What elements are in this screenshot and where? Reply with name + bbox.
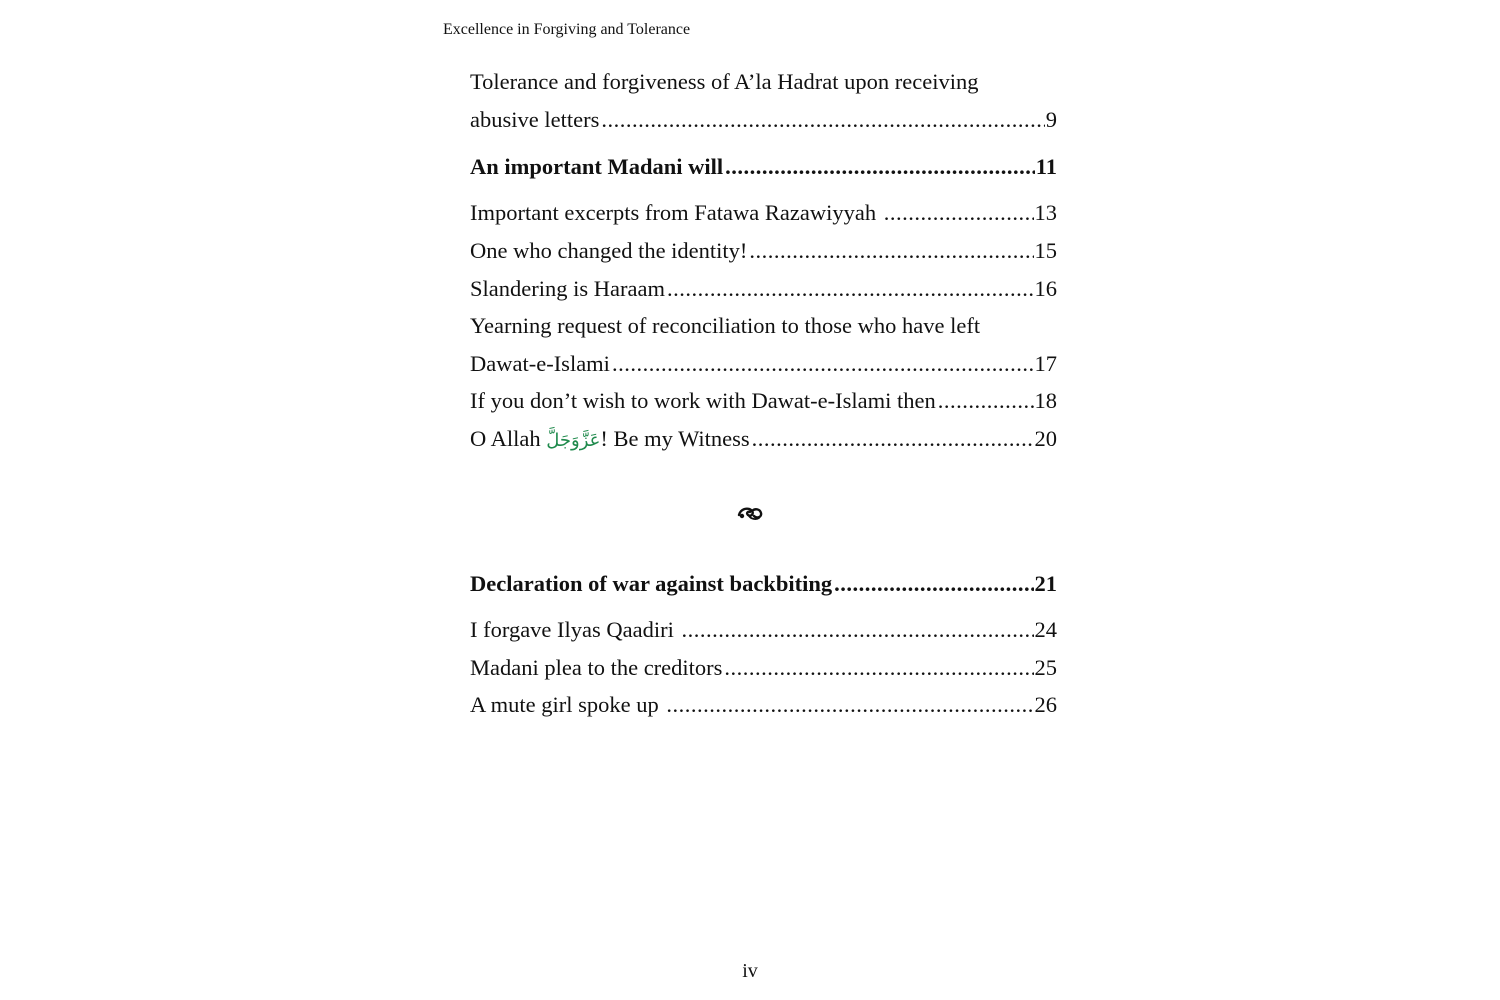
leader-dots xyxy=(666,691,1033,719)
toc-entry-page: 17 xyxy=(1034,351,1057,376)
toc-entry-page: 18 xyxy=(1034,388,1057,413)
toc-entry-title xyxy=(470,425,750,455)
toc-entry-title: Important excerpts from Fatawa Razawiyyah xyxy=(470,200,882,225)
toc-entry-page: 25 xyxy=(1034,655,1057,680)
toc-entry-page: 21 xyxy=(1034,571,1057,596)
toc-entry-page: 24 xyxy=(1034,617,1057,642)
toc-entry[interactable] xyxy=(470,106,1057,134)
leader-dots xyxy=(752,425,1034,453)
toc-entry-title: Dawat-e-Islami xyxy=(470,351,610,376)
toc-entry[interactable] xyxy=(470,199,1057,227)
running-header: Excellence in Forgiving and Tolerance xyxy=(443,21,691,38)
toc-entry[interactable] xyxy=(470,570,1057,598)
toc-entry-title: An important Madani will xyxy=(470,154,724,179)
toc-entry[interactable] xyxy=(470,153,1057,181)
toc-entry-title: A mute girl spoke up xyxy=(470,692,665,717)
leader-dots xyxy=(884,199,1034,227)
arabic-honorific: عَزَّوَجَلَّ xyxy=(546,430,601,451)
leader-dots xyxy=(834,570,1033,598)
toc-entry-page: 16 xyxy=(1034,276,1057,301)
leader-dots xyxy=(938,387,1034,415)
leader-dots xyxy=(749,237,1033,265)
leader-dots xyxy=(724,654,1033,682)
toc-entry[interactable] xyxy=(470,350,1057,378)
toc-entry-line1 xyxy=(470,312,1057,340)
fleuron-ornament-icon xyxy=(735,500,765,526)
toc-entry-page: 20 xyxy=(1034,426,1057,451)
toc-entry-title: One who changed the identity! xyxy=(470,238,748,263)
toc-entry-page: 11 xyxy=(1035,154,1057,179)
toc-entry[interactable] xyxy=(470,654,1057,682)
toc-entry-page: 15 xyxy=(1034,238,1057,263)
toc-entry[interactable] xyxy=(470,237,1057,265)
toc-entry-page: 13 xyxy=(1034,200,1057,225)
toc-entry-title: Tolerance and forgiveness of A’la Hadrat upon receiving xyxy=(470,69,979,94)
leader-dots xyxy=(682,616,1034,644)
toc-entry-title: Slandering is Haraam xyxy=(470,276,665,301)
toc-entry-line1 xyxy=(470,68,1057,96)
leader-dots xyxy=(612,350,1034,378)
toc-entry-title: Madani plea to the creditors xyxy=(470,655,723,680)
toc-entry-title: Declaration of war against backbiting xyxy=(470,571,833,596)
toc-entry-title-start: O Allah xyxy=(470,426,547,451)
toc-entry[interactable] xyxy=(470,691,1057,719)
leader-dots xyxy=(601,106,1044,134)
leader-dots xyxy=(667,275,1034,303)
toc-entry-title: I forgave Ilyas Qaadiri xyxy=(470,617,680,642)
toc-entry[interactable] xyxy=(470,616,1057,644)
toc-entry-title-end: ! Be my Witness xyxy=(600,426,750,451)
toc-entry-page: 26 xyxy=(1034,692,1057,717)
toc-entry[interactable] xyxy=(470,275,1057,303)
toc-entry[interactable] xyxy=(470,425,1057,455)
toc-entry[interactable] xyxy=(470,387,1057,415)
toc-entry-title: If you don’t wish to work with Dawat-e-Islami then xyxy=(470,388,936,413)
page-number: iv xyxy=(742,960,758,982)
leader-dots xyxy=(725,153,1035,181)
toc-entry-title: Yearning request of reconciliation to those who have left xyxy=(470,313,981,338)
toc-entry-title: abusive letters xyxy=(470,107,600,132)
toc-entry-page: 9 xyxy=(1045,107,1057,132)
